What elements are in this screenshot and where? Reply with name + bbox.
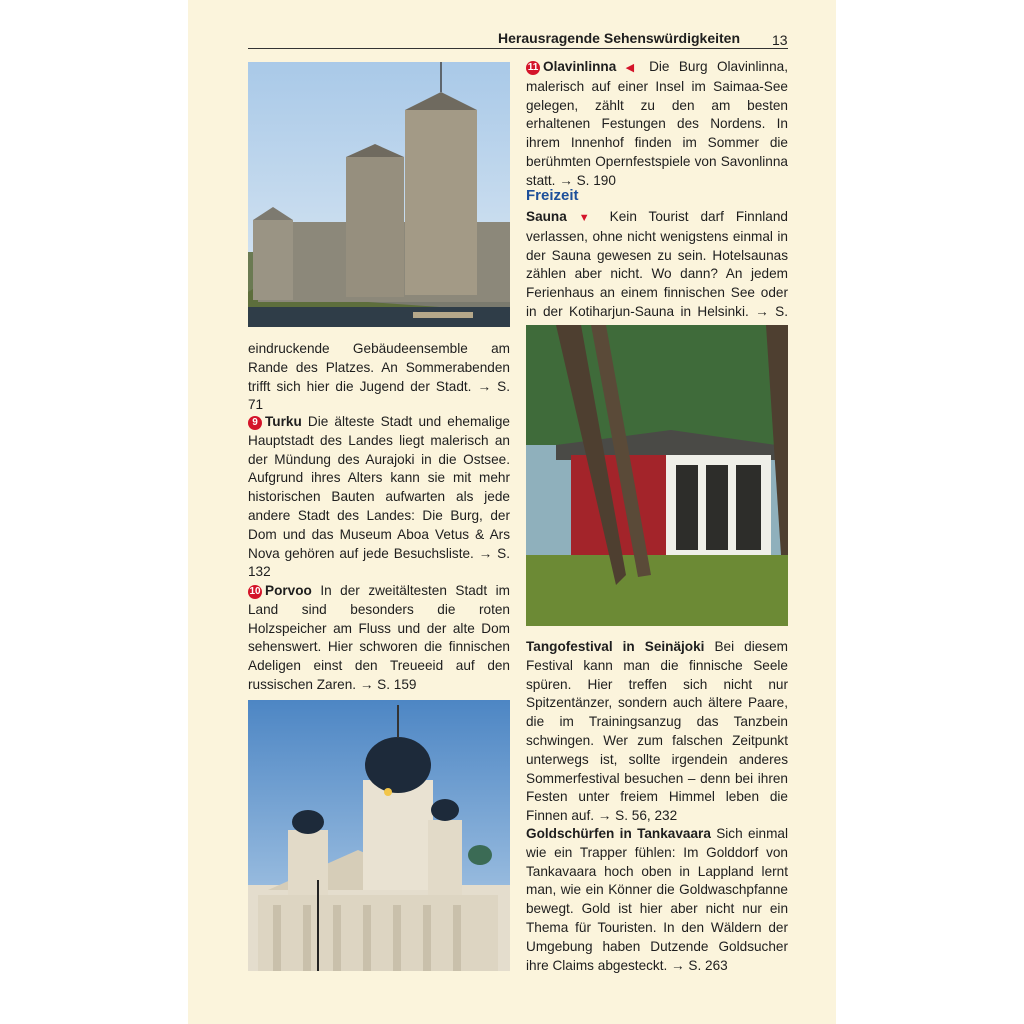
entry-title: Sauna: [526, 209, 567, 224]
triangle-left-icon: ◀: [625, 62, 640, 74]
number-badge: 10: [249, 586, 261, 597]
entry-title: Goldschürfen in Tankavaara: [526, 826, 711, 841]
entry-text: In der zweitältesten Stadt im Land sind besonders die roten Holzspeicher am Fluss und der alte Dom sehenswert. Hier schworen die finnischen Adeligen einst den Treueeid auf den russischen Zaren. → S. 159: [248, 583, 510, 692]
entry-olavinlinna: [526, 58, 788, 191]
page-number: 13: [772, 32, 788, 48]
entry-title: Olavinlinna: [543, 59, 617, 74]
section-title-freizeit: Freizeit: [526, 187, 579, 204]
photo-cathedral: [248, 700, 510, 971]
entry-text: Kein Tourist darf Finnland verlassen, ohne nicht wenigstens einmal in der Sauna gewesen zu sein. Hotelsaunas zählen aber nicht. Wo dann? An jedem Ferienhaus an einem finnischen See oder in der Kotiharjun-Sauna in Helsinki. → S.: [526, 209, 788, 319]
entry-turku: [248, 413, 510, 582]
entry-title: Porvoo: [265, 583, 312, 598]
entry-text: Die älteste Stadt und ehemalige Hauptstadt des Landes liegt malerisch an der Mündung des Aurajoki in die Ostsee. Aufgrund ihres Alters kann sie mit mehr historischen Bauten aufwarten als jede andere Stadt des Landes: Die Burg, der Dom und das Museum Aboa Vetus & Ars Nova gehören auf jede Besuchsliste. → S. 132: [248, 414, 510, 580]
photo-olavinlinna-castle: [248, 62, 510, 327]
running-header: Herausragende Sehenswürdigkeiten: [498, 30, 740, 46]
entry-title: Turku: [265, 414, 302, 429]
entry-text: Sich einmal wie ein Trapper fühlen: Im Golddorf von Tankavaara hoch oben in Lappland lernt man, wie ein Könner die Goldwaschpfanne bewegt. Gold ist hier aber nicht nur ein Thema für Touristen. In den Wäldern der Umgebung haben Dutzende Goldsucher ihre Claims abgesteckt. → S. 263: [526, 826, 789, 973]
header-rule: [248, 48, 788, 49]
entry-title: Tangofestival in Seinäjoki: [526, 639, 705, 654]
number-badge: 9: [248, 416, 262, 430]
entry-sauna: [526, 208, 788, 341]
entry-goldschuerfen: [526, 825, 788, 975]
entry-text: Die Burg Olavinlinna, malerisch auf einer Insel im Saimaa-See gelegen, zählt zu den am besten erhaltenen Festungen des Nordens. In ihrem Innenhof finden im Sommer die berühmten Opernfestspiele von Savonlinna statt. → S. 190: [526, 59, 788, 188]
triangle-down-icon: ▼: [578, 212, 598, 224]
paragraph-continuation: eindruckende Gebäudeensemble am Rande des Platzes. An Sommerabenden trifft sich hier die Jugend der Stadt. → S. 71: [248, 341, 510, 413]
number-badge: 11: [527, 62, 539, 73]
entry-tango: [526, 638, 788, 826]
photo-sauna-hut: [526, 325, 788, 626]
entry-text: Bei diesem Festival kann man die finnische Seele spüren. Hier treffen sich nicht nur Spitzentänzer, sondern auch ältere Paare, die im Trainingsanzug das Tanzbein schwingen. Wer zum falschen Zeitpunkt unterwegs ist, sollte irgendein anderes Sommerfestival besuchen – denn bei ihren Festen unter freiem Himmel leben die Finnen auf. → S. 56, 232: [526, 639, 788, 824]
entry-porvoo: [248, 582, 510, 695]
text-continuation: [248, 340, 510, 415]
